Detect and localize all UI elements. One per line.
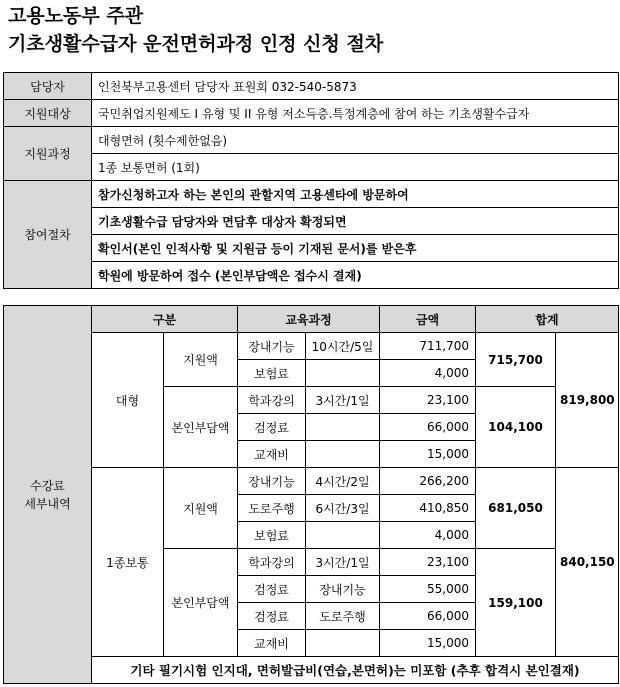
cost-header-row — [4, 306, 619, 333]
large-support-sum: 715,700 — [476, 333, 556, 387]
class1-item: 학과강의 — [238, 549, 306, 576]
large-hours: 10시간/5일 — [306, 333, 380, 360]
large-name: 대형 — [92, 333, 164, 468]
target-value: 국민취업지원제도 I 유형 및 II 유형 저소득층.특정계층에 참여 하는 기초생활수급자 — [92, 100, 619, 127]
step-2: 기초생활수급 담당자와 면담후 대상자 확정되면 — [92, 208, 619, 235]
course-item-1: 대형면허 (횟수제한없음) — [92, 127, 619, 154]
large-hours — [306, 360, 380, 387]
class1-amount: 4,000 — [380, 522, 476, 549]
large-total: 819,800 — [556, 333, 619, 468]
class1-hours: 장내기능 — [306, 576, 380, 603]
step-row — [4, 208, 619, 235]
class1-hours: 3시간/1일 — [306, 549, 380, 576]
step-row — [4, 262, 619, 289]
info-table — [3, 72, 619, 289]
large-self-label: 본인부담액 — [164, 387, 238, 468]
step-row — [4, 181, 619, 208]
target-row — [4, 100, 619, 127]
course-row — [4, 154, 619, 181]
class1-support-label: 지원액 — [164, 468, 238, 549]
class1-item: 교재비 — [238, 630, 306, 657]
large-support-label: 지원액 — [164, 333, 238, 387]
large-hours — [306, 414, 380, 441]
class1-item: 검정료 — [238, 576, 306, 603]
large-item: 장내기능 — [238, 333, 306, 360]
class1-item: 보험료 — [238, 522, 306, 549]
class1-item: 장내기능 — [238, 468, 306, 495]
note-row — [4, 657, 619, 684]
class1-hours: 도로주행 — [306, 603, 380, 630]
contact-row — [4, 73, 619, 100]
header-total: 합계 — [476, 306, 619, 333]
cost-side-label-2: 세부내역 — [24, 496, 71, 511]
cost-side-label — [4, 306, 92, 684]
class1-amount: 15,000 — [380, 630, 476, 657]
class1-amount: 55,000 — [380, 576, 476, 603]
course-label: 지원과정 — [4, 127, 92, 181]
step-1: 참가신청하고자 하는 본인의 관할지역 고용센타에 방문하여 — [92, 181, 619, 208]
large-amount: 711,700 — [380, 333, 476, 360]
class1-item: 도로주행 — [238, 495, 306, 522]
large-self-sum: 104,100 — [476, 387, 556, 468]
large-hours: 3시간/1일 — [306, 387, 380, 414]
steps-label: 참여절차 — [4, 181, 92, 289]
large-amount: 15,000 — [380, 441, 476, 468]
target-label: 지원대상 — [4, 100, 92, 127]
course-row — [4, 127, 619, 154]
header-course: 교육과정 — [238, 306, 380, 333]
page-title-line1: 고용노동부 주관 — [8, 5, 144, 27]
contact-value: 인천북부고용센터 담당자 표원회 032-540-5873 — [92, 73, 619, 100]
class1-amount: 66,000 — [380, 603, 476, 630]
class1-hours — [306, 630, 380, 657]
step-4: 학원에 방문하여 접수 (본인부담액은 접수시 결재) — [92, 262, 619, 289]
class1-self-label: 본인부담액 — [164, 549, 238, 657]
cost-note: 기타 필기시험 인지대, 면허발급비(연습,본면허)는 미포함 (추후 합격시 본인결재) — [92, 657, 619, 684]
header-amount: 금액 — [380, 306, 476, 333]
class1-amount: 23,100 — [380, 549, 476, 576]
class1-self-sum: 159,100 — [476, 549, 556, 657]
class1-item: 검정료 — [238, 603, 306, 630]
cost-table — [3, 305, 619, 684]
header-category: 구분 — [92, 306, 238, 333]
course-item-2: 1종 보통면허 (1회) — [92, 154, 619, 181]
cost-side-label-1: 수강료 — [30, 478, 65, 493]
class1-name: 1종보통 — [92, 468, 164, 657]
large-item: 보험료 — [238, 360, 306, 387]
large-amount: 4,000 — [380, 360, 476, 387]
page-title-line2: 기초생활수급자 운전면허과정 인정 신청 절차 — [8, 33, 384, 55]
large-item: 교재비 — [238, 441, 306, 468]
large-item: 검정료 — [238, 414, 306, 441]
step-3: 확인서(본인 인적사항 및 지원금 등이 기재된 문서)를 받은후 — [92, 235, 619, 262]
large-item: 학과강의 — [238, 387, 306, 414]
large-amount: 66,000 — [380, 414, 476, 441]
table-row — [4, 333, 619, 360]
class1-total: 840,150 — [556, 468, 619, 657]
table-row — [4, 468, 619, 495]
class1-hours — [306, 522, 380, 549]
large-amount: 23,100 — [380, 387, 476, 414]
class1-amount: 266,200 — [380, 468, 476, 495]
large-hours — [306, 441, 380, 468]
step-row — [4, 235, 619, 262]
class1-amount: 410,850 — [380, 495, 476, 522]
contact-label: 담당자 — [4, 73, 92, 100]
class1-hours: 6시간/3일 — [306, 495, 380, 522]
class1-hours: 4시간/2일 — [306, 468, 380, 495]
class1-support-sum: 681,050 — [476, 468, 556, 549]
